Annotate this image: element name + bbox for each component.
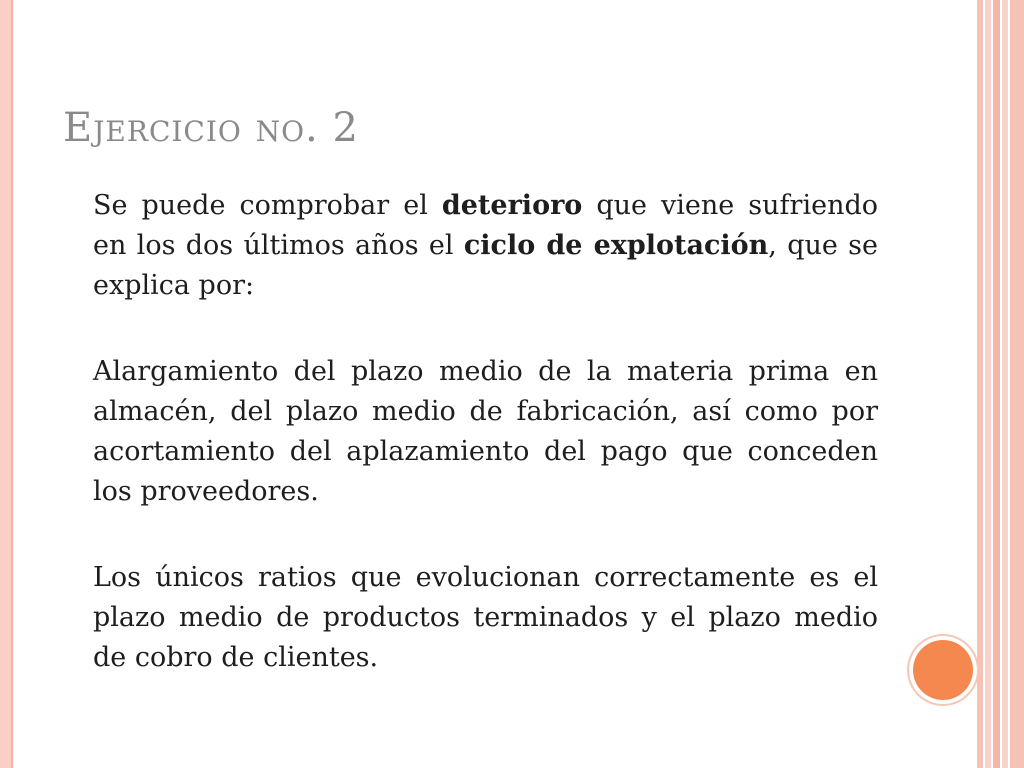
right-decorative-stripe [1010,0,1024,768]
paragraph-1-text-1: Se puede comprobar el [93,190,442,221]
paragraph-1 [93,186,878,306]
paragraph-3: Los únicos ratios que evolucionan correctamente es el plazo medio de productos terminados y el plazo medio de cobro de clientes. [93,562,878,673]
left-decorative-stripe [0,0,13,768]
paragraph-1-text-2: que viene sufriendo en los dos últimos años el [93,190,878,261]
slide-title: Ejercicio no. 2 [63,105,359,151]
right-decorative-stripe [993,0,1000,768]
paragraph-1-bold-deterioro: deterioro [441,190,583,221]
paragraph-1-text-3: , que se explica por: [93,230,878,301]
decorative-orange-circle [913,640,973,700]
paragraph-1-bold-ciclo: ciclo de explotación [463,230,769,261]
paragraph-2: Alargamiento del plazo medio de la materia prima en almacén, del plazo medio de fabricación, así como por acortamiento del aplazamiento del pago que conceden los proveedores. [93,356,878,507]
right-decorative-stripe [1002,0,1008,768]
right-decorative-stripe [985,0,991,768]
slide-body [93,186,878,678]
right-decorative-stripe [977,0,983,768]
